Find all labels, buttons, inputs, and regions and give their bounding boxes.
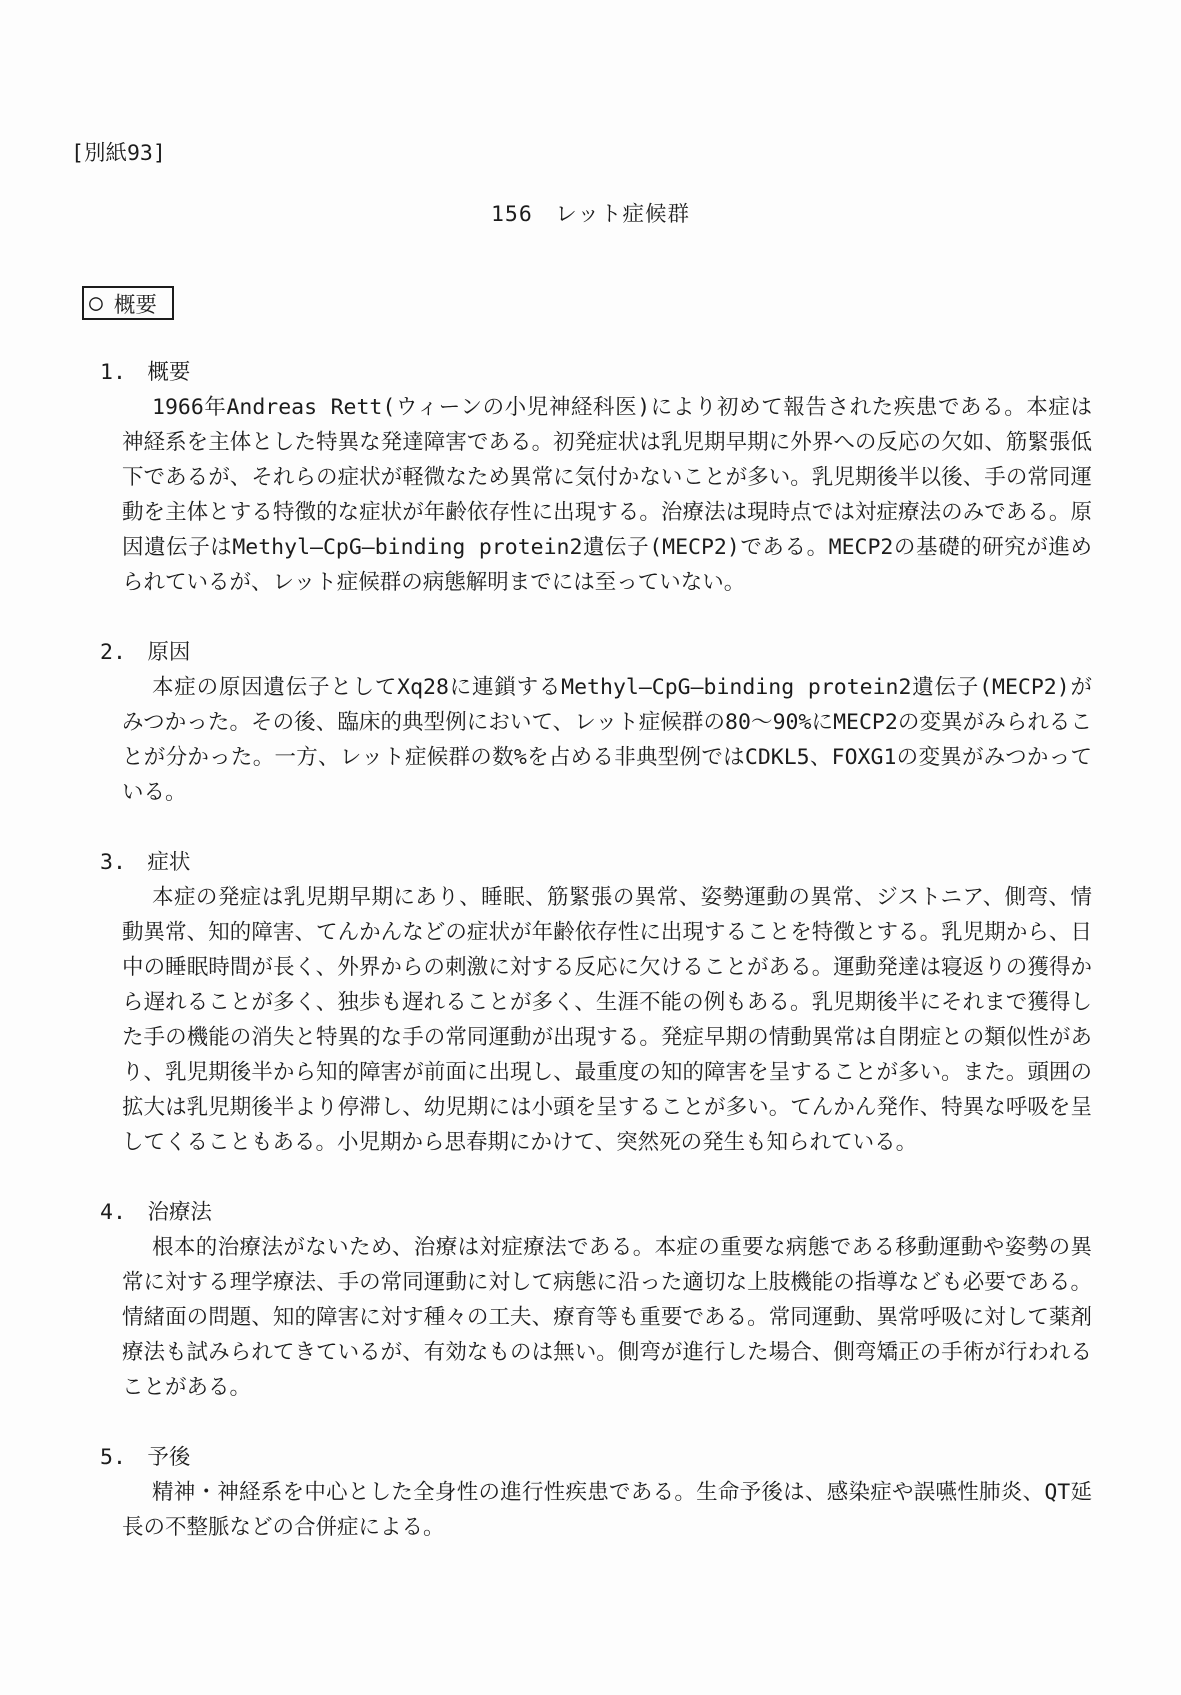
- section-1: [100, 355, 1092, 600]
- section-3: [100, 845, 1092, 1160]
- page-title: 156 レット症候群: [490, 202, 691, 227]
- section-heading: 3. 症状: [100, 850, 191, 875]
- section-heading: 4. 治療法: [100, 1200, 212, 1225]
- section-paragraph: 根本的治療法がないため、治療は対症療法である。本症の重要な病態である移動運動や姿勢の異常に対する理学療法、手の常同運動に対して病態に沿った適切な上肢機能の指導なども必要である。情緒面の問題、知的障害に対す種々の工夫、療育等も重要である。常同運動、異常呼吸に対して薬剤療法も試みられてきているが、有効なものは無い。側弯が進行した場合、側弯矯正の手術が行われることがある。: [122, 1235, 1092, 1400]
- attachment-label: [別紙93]: [71, 141, 166, 166]
- section-paragraph: 精神・神経系を中心とした全身性の進行性疾患である。生命予後は、感染症や誤嚥性肺炎、QT延長の不整脈などの合併症による。: [122, 1480, 1092, 1540]
- circle-marker-icon: ○: [89, 289, 103, 316]
- section-paragraph: 本症の原因遺伝子としてXq28に連鎖するMethyl—CpG—binding protein2遺伝子(MECP2)がみつかった。その後、臨床的典型例において、レット症候群の80〜90%にMECP2の変異がみられることが分かった。一方、レット症候群の数%を占める非典型例ではCDKL5、FOXG1の変異がみつかっている。: [122, 675, 1092, 805]
- section-heading: 1. 概要: [100, 360, 191, 385]
- section-5: [100, 1440, 1092, 1545]
- section-paragraph: 1966年Andreas Rett(ウィーンの小児神経科医)により初めて報告された疾患である。本症は神経系を主体とした特異な発達障害である。初発症状は乳児期早期に外界への反応の欠如、筋緊張低下であるが、それらの症状が軽微なため異常に気付かないことが多い。乳児期後半以後、手の常同運動を主体とする特徴的な症状が年齢依存性に出現する。治療法は現時点では対症療法のみである。原因遺伝子はMethyl—CpG—binding protein2遺伝子(MECP2)である。MECP2の基礎的研究が進められているが、レット症候群の病態解明までには至っていない。: [122, 395, 1092, 595]
- overview-section-box: [82, 286, 174, 320]
- overview-box-label: 概要: [113, 292, 157, 318]
- section-heading: 2. 原因: [100, 640, 191, 665]
- document-body: [100, 355, 1092, 1545]
- section-paragraph: 本症の発症は乳児期早期にあり、睡眠、筋緊張の異常、姿勢運動の異常、ジストニア、側弯、情動異常、知的障害、てんかんなどの症状が年齢依存性に出現することを特徴とする。乳児期から、日中の睡眠時間が長く、外界からの刺激に対する反応に欠けることがある。運動発達は寝返りの獲得から遅れることが多く、独歩も遅れることが多く、生涯不能の例もある。乳児期後半にそれまで獲得した手の機能の消失と特異的な手の常同運動が出現する。発症早期の情動異常は自閉症との類似性があり、乳児期後半から知的障害が前面に出現し、最重度の知的障害を呈することが多い。また。頭囲の拡大は乳児期後半より停滞し、幼児期には小頭を呈することが多い。てんかん発作、特異な呼吸を呈してくることもある。小児期から思春期にかけて、突然死の発生も知られている。: [122, 885, 1092, 1155]
- section-4: [100, 1195, 1092, 1405]
- section-2: [100, 635, 1092, 810]
- section-heading: 5. 予後: [100, 1445, 191, 1470]
